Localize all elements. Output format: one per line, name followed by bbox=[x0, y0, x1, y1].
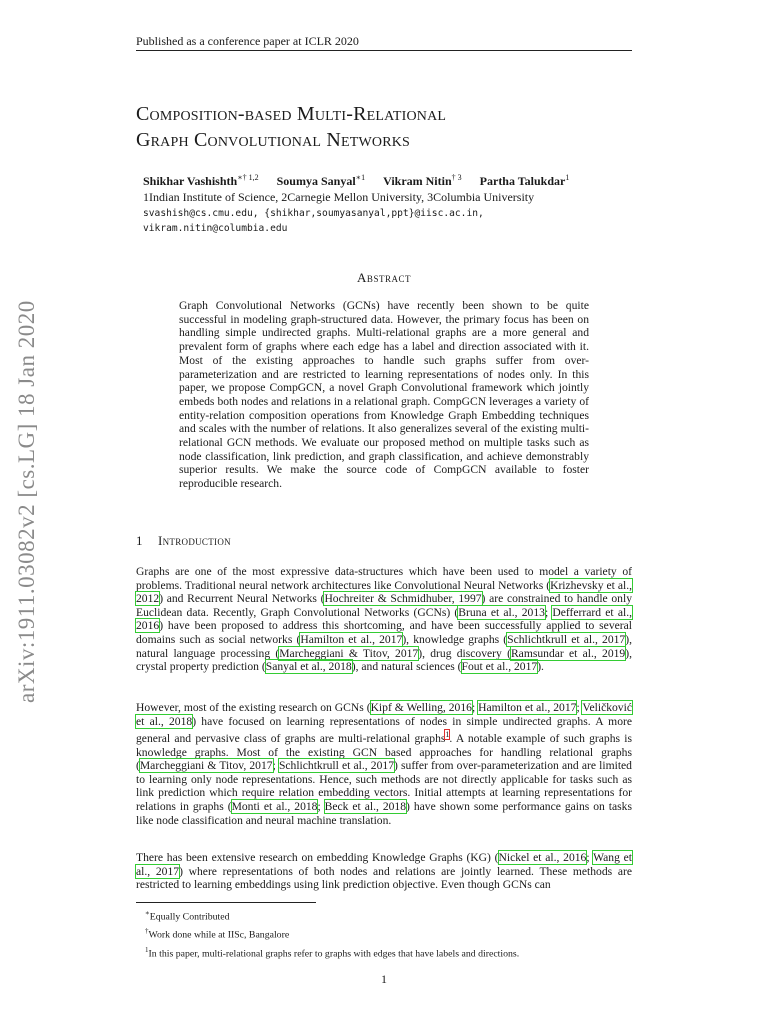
title-line-1: Composition-based Multi-Relational bbox=[136, 103, 447, 125]
footnote-link[interactable]: 1 bbox=[445, 730, 450, 740]
citation-link[interactable]: Hamilton et al., 2017 bbox=[478, 701, 577, 714]
citation-link[interactable]: Krizhevsky et al., 2012 bbox=[136, 578, 632, 606]
header-rule bbox=[136, 50, 632, 51]
email-line[interactable]: svashish@cs.cmu.edu, {shikhar,soumyasanyal,ppt}@iisc.ac.in, bbox=[143, 208, 484, 219]
abstract-heading: Abstract bbox=[357, 270, 411, 285]
author-name: Soumya Sanyal bbox=[276, 174, 356, 188]
citation-link[interactable]: Beck et al., 2018 bbox=[324, 800, 407, 814]
footnote-text: In this paper, multi-relational graphs refer to graphs with edges that have labels and directions. bbox=[148, 947, 520, 959]
section-heading bbox=[136, 533, 231, 549]
author-marks: † 3 bbox=[451, 173, 462, 182]
text-run: ), drug discovery ( bbox=[418, 646, 511, 660]
intro-paragraph-1 bbox=[136, 565, 632, 674]
affiliations: 1Indian Institute of Science, 2Carnegie Mellon University, 3Columbia University bbox=[143, 190, 535, 204]
footnote-text: Equally Contributed bbox=[149, 911, 230, 923]
text-run: ), crystal property prediction ( bbox=[136, 646, 632, 674]
text-run: . A notable example of such graphs is knowledge graphs. Most of the existing GCN based approaches for handling relational graphs ( bbox=[136, 732, 632, 773]
email-line[interactable]: vikram.nitin@columbia.edu bbox=[143, 223, 288, 234]
text-run: ) suffer from over-parameterization and are limited to learning only node representations. Hence, such methods are not directly applicable for tasks such as link prediction which require relation embedding vectors. Initial attempts at learning representations for relations in graphs ( bbox=[136, 759, 632, 814]
page-number: 1 bbox=[381, 972, 387, 986]
author-emails bbox=[143, 206, 484, 236]
text-run: ; bbox=[272, 759, 279, 773]
text-run: Graphs are one of the most expressive data-structures which have been used to model a variety of problems. Traditional neural network architectures like Convolutional Neural Networks ( bbox=[136, 565, 632, 592]
text-run: ), natural language processing ( bbox=[136, 632, 632, 660]
author-name: Vikram Nitin bbox=[383, 174, 452, 188]
footnote bbox=[145, 943, 519, 961]
text-run: ; bbox=[576, 701, 583, 714]
section-title: Introduction bbox=[158, 533, 231, 548]
footnote-rule bbox=[136, 902, 316, 903]
citation-link[interactable]: Hamilton et al., 2017 bbox=[300, 632, 403, 646]
citation-link[interactable]: Schlichtkrull et al., 2017 bbox=[507, 632, 626, 646]
citation-link[interactable]: Wang et al., 2017 bbox=[136, 851, 632, 878]
text-run: ), knowledge graphs ( bbox=[402, 632, 508, 646]
text-run: ; bbox=[586, 851, 594, 864]
footnote-mark: 1 bbox=[145, 945, 149, 954]
running-header: Published as a conference paper at ICLR 2020 bbox=[136, 34, 359, 48]
paper-title bbox=[136, 101, 446, 153]
text-run: ; bbox=[471, 701, 479, 714]
author-name: Partha Talukdar bbox=[479, 174, 566, 188]
citation-link[interactable]: Bruna et al., 2013 bbox=[458, 605, 545, 619]
text-run: ) are constrained to handle only Euclidean data. Recently, Graph Convolutional Networks (GCNs) ( bbox=[136, 592, 632, 619]
author-list bbox=[143, 173, 569, 189]
text-run: ; bbox=[317, 800, 325, 814]
text-run: ) and Recurrent Neural Networks ( bbox=[159, 592, 325, 606]
citation-link[interactable]: Kipf & Welling, 2016 bbox=[370, 701, 472, 714]
author-marks: ∗† 1,2 bbox=[237, 173, 259, 182]
citation-link[interactable]: Marcheggiani & Titov, 2017 bbox=[139, 759, 273, 773]
text-run: ) have been proposed to address this shortcoming, and have been successfully applied to several domains such as social networks ( bbox=[136, 619, 632, 646]
arxiv-id[interactable]: arXiv:1911.03082v2 [cs.LG] 18 Jan 2020 bbox=[14, 300, 39, 703]
intro-paragraph-3 bbox=[136, 851, 632, 892]
section-number: 1 bbox=[136, 533, 143, 548]
citation-link[interactable]: Monti et al., 2018 bbox=[231, 800, 318, 814]
citation-link[interactable]: Schlichtkrull et al., 2017 bbox=[278, 759, 394, 773]
author-name: Shikhar Vashishth bbox=[143, 174, 238, 188]
citation-link[interactable]: Nickel et al., 2016 bbox=[498, 851, 587, 864]
footnote-mark: † bbox=[145, 927, 149, 936]
footnote-text: Work done while at IISc, Bangalore bbox=[148, 929, 290, 941]
text-run: ), and natural sciences ( bbox=[351, 660, 462, 674]
text-run: ). bbox=[537, 660, 544, 674]
citation-link[interactable]: Veličković et al., 2018 bbox=[136, 701, 632, 728]
author-marks: 1 bbox=[565, 173, 570, 182]
citation-link[interactable]: Ramsundar et al., 2019 bbox=[510, 646, 626, 660]
text-run: ) where representations of both nodes and relations are jointly learned. These methods are restricted to learning embeddings using link prediction objective. Even though GCNs can bbox=[136, 864, 632, 892]
citation-link[interactable]: Marcheggiani & Titov, 2017 bbox=[279, 646, 419, 660]
abstract-text: Graph Convolutional Networks (GCNs) have recently been shown to be quite successful in modeling graph-structured data. However, the primary focus has been on handling simple undirected graphs. Multi-relational graphs are a more general and prevalent form of graphs where each edge has a label and direction associated with it. Most of the existing approaches to handle such graphs suffer from over-parameterization and are restricted to learning representations of nodes only. In this paper, we propose CompGCN, a novel Graph Convolutional framework which jointly embeds both nodes and relations in a relational graph. CompGCN leverages a variety of entity-relation composition operations from Knowledge Graph Embedding techniques and scales with the number of relations. It also generalizes several of the existing multi-relational GCN methods. We evaluate our proposed method on multiple tasks such as node classification, link prediction, and graph classification, and achieve demonstrably superior results. We make the source code of CompGCN available to foster reproducible research. bbox=[179, 299, 589, 491]
footnote bbox=[145, 906, 519, 924]
citation-link[interactable]: Fout et al., 2017 bbox=[461, 660, 538, 674]
author-marks: ∗1 bbox=[355, 173, 366, 182]
text-run: ) have shown some performance gains on tasks like node classification and neural machine translation. bbox=[136, 800, 632, 827]
intro-paragraph-2 bbox=[136, 701, 632, 827]
text-run: There has been extensive research on embedding Knowledge Graphs (KG) ( bbox=[136, 851, 499, 864]
citation-link[interactable]: Sanyal et al., 2018 bbox=[265, 660, 352, 674]
footnote-mark: ∗ bbox=[145, 909, 150, 917]
citation-link[interactable]: Defferrard et al., 2016 bbox=[136, 605, 632, 633]
title-line-2: Graph Convolutional Networks bbox=[136, 129, 411, 151]
text-run: However, most of the existing research on GCNs ( bbox=[136, 701, 371, 714]
footnotes bbox=[145, 906, 519, 961]
footnote bbox=[145, 924, 519, 942]
text-run: ) have focused on learning representations of nodes in simple undirected graphs. A more general and pervasive class of graphs are multi-relational graphs bbox=[136, 714, 633, 746]
citation-link[interactable]: Hochreiter & Schmidhuber, 1997 bbox=[324, 592, 482, 606]
text-run: ; bbox=[544, 605, 553, 619]
